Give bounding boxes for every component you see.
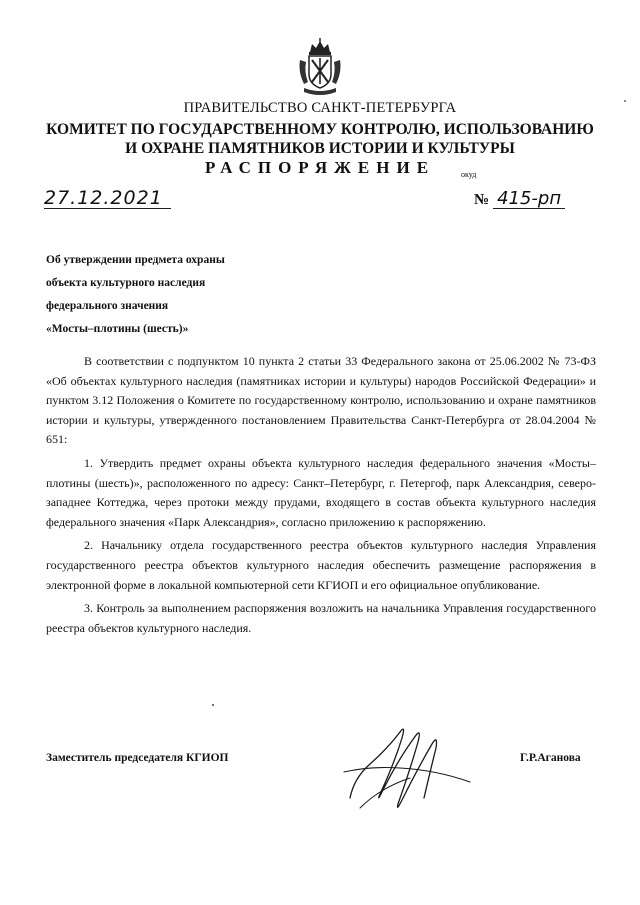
preamble-paragraph: В соответствии с подпунктом 10 пункта 2 статьи 33 Федерального закона от 25.06.2002 № 73-ФЗ «Об объектах культурного наследия (памятниках истории и культуры) народов Российской Федерации» и пунктом 3.12 Положения о Комитете по государственному контролю, использованию и охране памятников истории и культуры, утвержденного постановлением Правительства Санкт-Петербурга от 28.04.2004 № 651: [46, 354, 596, 447]
number-label: № [474, 192, 490, 208]
committee-name-line-2: И ОХРАНЕ ПАМЯТНИКОВ ИСТОРИИ И КУЛЬТУРЫ [125, 140, 515, 157]
document-date: 27.12.2021 [44, 188, 171, 209]
document-type: РАСПОРЯЖЕНИЕ [204, 158, 436, 177]
subject-line-1: Об утверждении предмета охраны [46, 254, 225, 266]
number-value: 415-рп [493, 190, 565, 209]
handwritten-signature [340, 708, 480, 820]
committee-name-line-1: КОМИТЕТ ПО ГОСУДАРСТВЕННОМУ КОНТРОЛЮ, ИСПОЛЬЗОВАНИЮ [46, 121, 594, 138]
okud-label: окуд [461, 170, 477, 179]
stray-mark [212, 704, 214, 706]
item-3-paragraph: 3. Контроль за выполнением распоряжения возложить на начальника Управления государственного реестра объектов культурного наследия. [46, 601, 596, 635]
document-subject [46, 249, 225, 341]
document-number [474, 190, 586, 209]
document-body [46, 352, 596, 638]
item-2-paragraph: 2. Начальнику отдела государственного реестра объектов культурного наследия Управления государственного реестра объектов культурного наследия обеспечить размещение распоряжения в электронной форме в локальной компьютерной сети КГИОП и его официальное опубликование. [46, 538, 596, 592]
margin-mark [624, 100, 626, 102]
coat-of-arms-emblem [296, 38, 344, 96]
subject-line-4: «Мосты–плотины (шесть)» [46, 323, 189, 335]
subject-line-3: федерального значения [46, 300, 169, 312]
item-1-paragraph: 1. Утвердить предмет охраны объекта культурного наследия федерального значения «Мосты–плотины (шесть)», расположенного по адресу: Санкт–Петербург, г. Петергоф, парк Александрия, северо-западнее Коттеджа, через протоки между прудами, входящего в состав объекта культурного наследия федерального значения «Парк Александрия», согласно приложению к распоряжению. [46, 455, 596, 529]
committee-name [0, 120, 640, 158]
signer-title: Заместитель председателя КГИОП [46, 752, 229, 764]
subject-line-2: объекта культурного наследия [46, 277, 206, 289]
government-name: ПРАВИТЕЛЬСТВО САНКТ-ПЕТЕРБУРГА [183, 100, 457, 116]
signer-name: Г.Р.Аганова [520, 752, 581, 764]
